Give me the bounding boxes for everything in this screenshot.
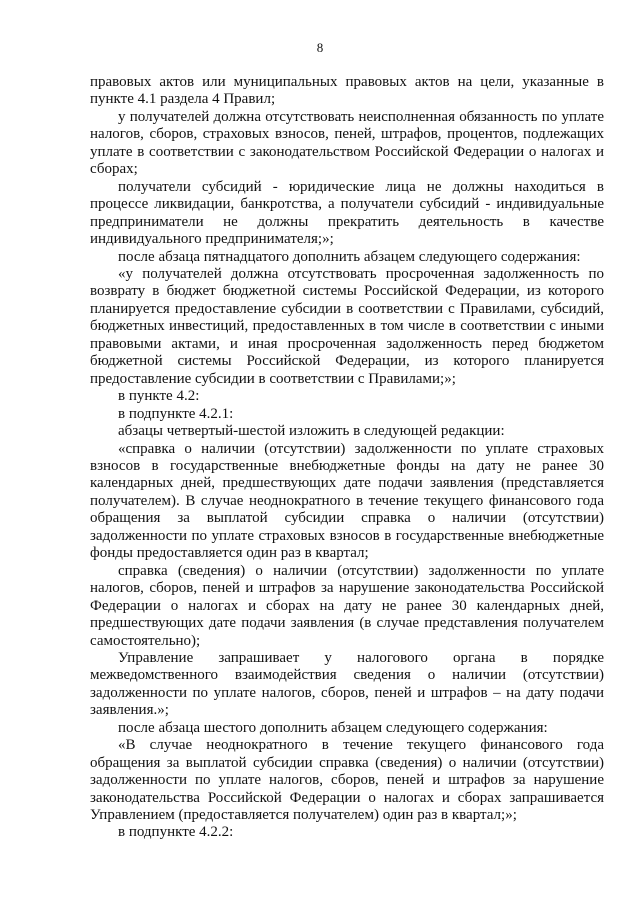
paragraph: после абзаца шестого дополнить абзацем следующего содержания: <box>118 719 548 736</box>
paragraph: справка (сведения) о наличии (отсутствии) задолженности по уплате налогов, сборов, пеней и штрафов за нарушение законодательства Российской Федерации о налогах и сборах на дату не ранее 30 календарных дней, предшествующих дате подачи заявления (в случае представления получателем самостоятельно); <box>90 562 604 649</box>
paragraph: «В случае неоднократного в течение текущего финансового года обращения за выплатой субсидии справка (сведения) о наличии (отсутствии) задолженности по уплате налогов, сборов, пеней и штрафов за нарушение законодательства Российской Федерации о налогах и сборах запрашивается Управлением (предоставляется получателем) один раз в квартал;»; <box>90 737 604 824</box>
paragraph: Управление запрашивает у налогового органа в порядке межведомственного взаимодействия сведения о наличии (отсутствии) задолженности по уплате налогов, сборов, пеней и штрафов – на дату подачи заявления.»; <box>90 649 604 719</box>
paragraph: получатели субсидий - юридические лица не должны находиться в процессе ликвидации, банкротства, а получатели субсидий - индивидуальные предприниматели не должны прекратить деятельность в качестве индивидуального предпринимателя;»; <box>90 178 604 248</box>
page-number: 8 <box>316 40 324 55</box>
paragraph: в подпункте 4.2.2: <box>118 824 234 841</box>
paragraph: у получателей должна отсутствовать неисполненная обязанность по уплате налогов, сборов, страховых взносов, пеней, штрафов, процентов, подлежащих уплате в соответствии с законодательством Российской Федерации о налогах и сборах; <box>90 108 604 178</box>
paragraph: после абзаца пятнадцатого дополнить абзацем следующего содержания: <box>118 248 581 265</box>
paragraph: в подпункте 4.2.1: <box>118 405 234 422</box>
document-body <box>90 74 604 842</box>
paragraph: «справка о наличии (отсутствии) задолженности по уплате страховых взносов в государственные внебюджетные фонды на дату не ранее 30 календарных дней, предшествующих дате подачи заявления (представляется получателем). В случае неоднократного в течение текущего финансового года обращения за выплатой субсидии справка о наличии (отсутствии) задолженности по уплате страховых взносов в государственные внебюджетные фонды предоставляется один раз в квартал; <box>90 440 604 562</box>
paragraph: «у получателей должна отсутствовать просроченная задолженность по возврату в бюджет бюджетной системы Российской Федерации, из которого планируется предоставление субсидии в соответствии с Правилами, субсидий, бюджетных инвестиций, предоставленных в том числе в соответствии с иными правовыми актами, и иная просроченная задолженность перед бюджетом бюджетной системы Российской Федерации, из которого планируется предоставление субсидии в соответствии с Правилами;»; <box>90 265 604 387</box>
paragraph: абзацы четвертый-шестой изложить в следующей редакции: <box>118 423 505 440</box>
paragraph: в пункте 4.2: <box>118 388 200 405</box>
paragraph: правовых актов или муниципальных правовых актов на цели, указанные в пункте 4.1 раздела 4 Правил; <box>90 74 604 108</box>
